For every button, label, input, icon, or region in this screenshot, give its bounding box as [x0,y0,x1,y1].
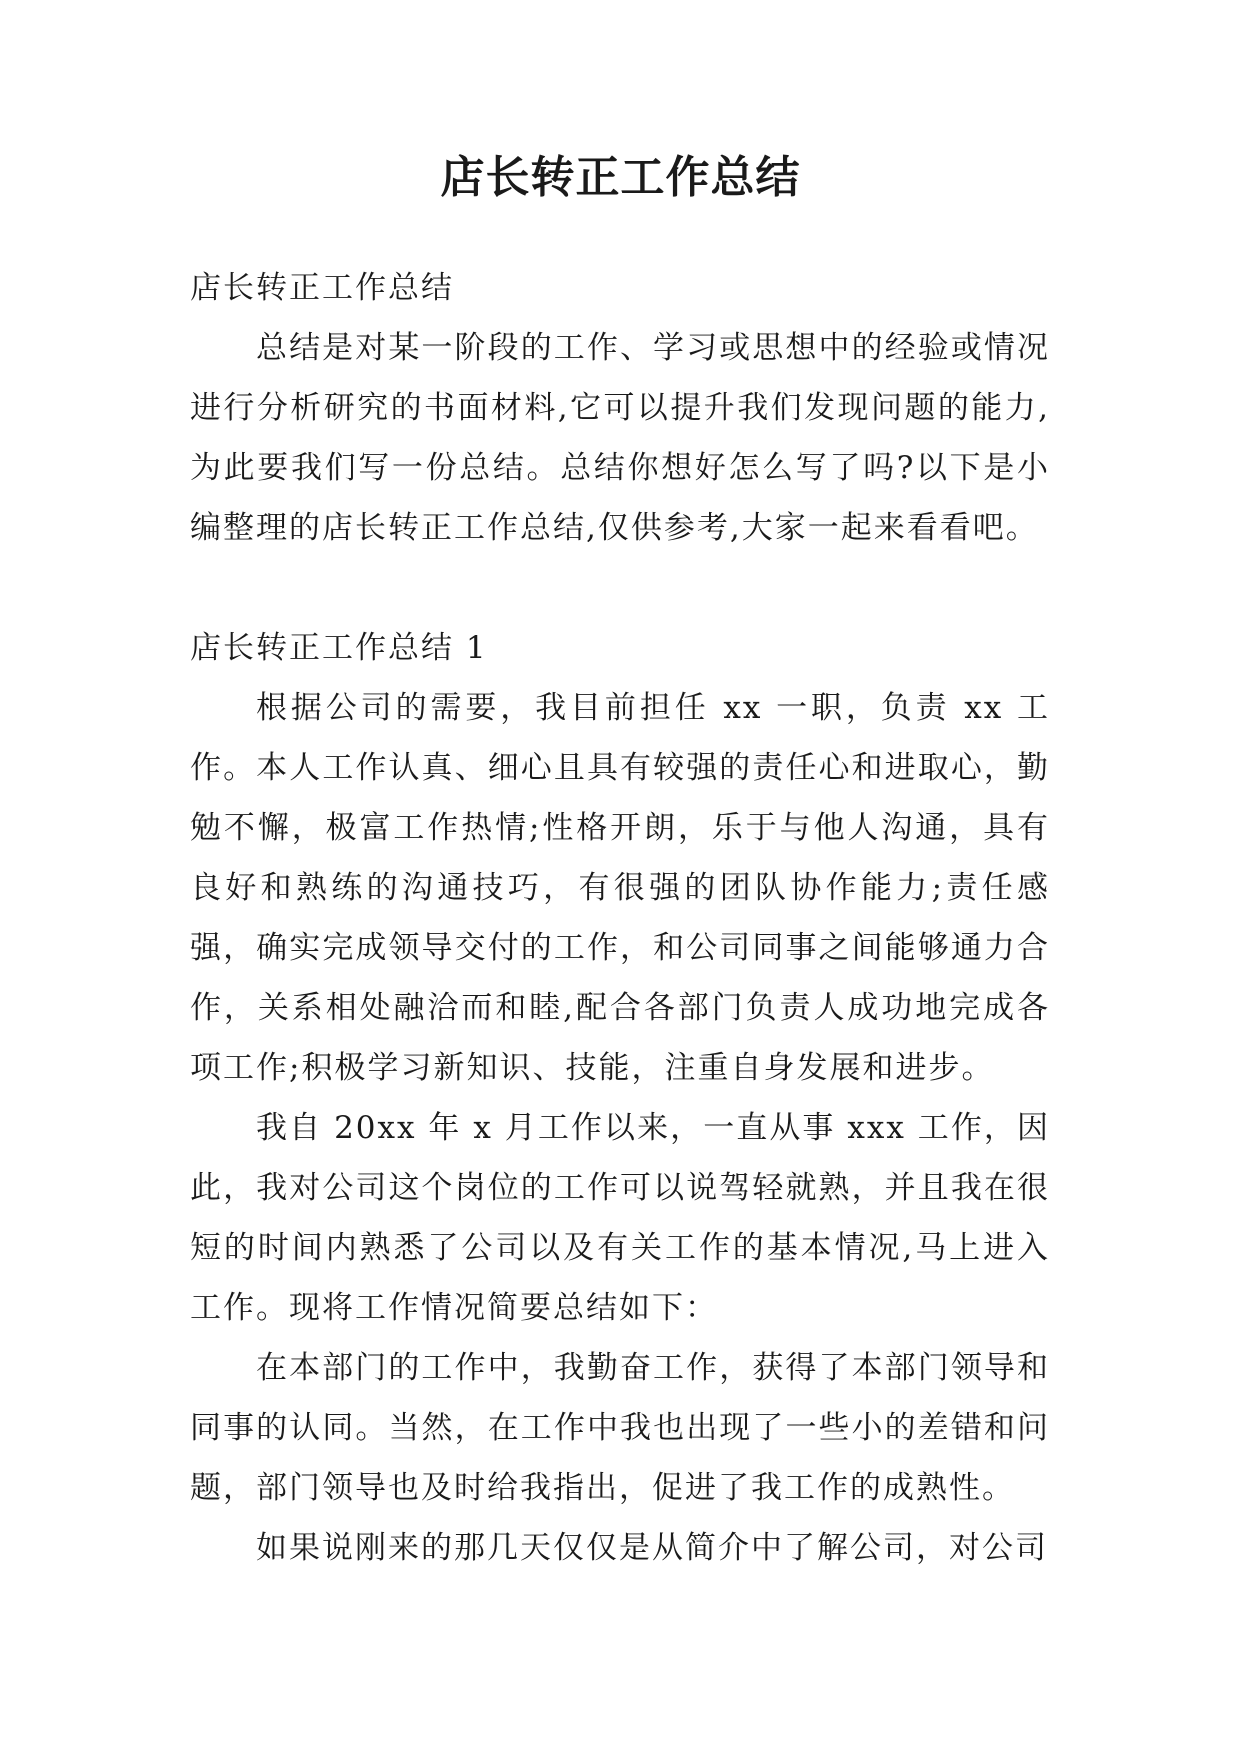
section-spacer [190,558,1050,618]
section-1-paragraph: 在本部门的工作中，我勤奋工作，获得了本部门领导和同事的认同。当然，在工作中我也出现了一些小的差错和问题，部门领导也及时给我指出，促进了我工作的成熟性。 [190,1350,1050,1506]
intro-paragraph: 总结是对某一阶段的工作、学习或思想中的经验或情况进行分析研究的书面材料,它可以提升我们发现问题的能力,为此要我们写一份总结。总结你想好怎么写了吗?以下是小编整理的店长转正工作总结,仅供参考,大家一起来看看吧。 [190,330,1050,546]
section-1-paragraph: 如果说刚来的那几天仅仅是从简介中了解公司，对公司 [256,1530,1048,1566]
document-body [190,258,1050,1578]
section-1-paragraph: 根据公司的需要，我目前担任 xx 一职，负责 xx 工作。本人工作认真、细心且具有较强的责任心和进取心，勤勉不懈，极富工作热情;性格开朗，乐于与他人沟通，具有良好和熟练的沟通技巧，有很强的团队协作能力;责任感强，确实完成领导交付的工作，和公司同事之间能够通力合作，关系相处融洽而和睦,配合各部门负责人成功地完成各项工作;积极学习新知识、技能，注重自身发展和进步。 [190,690,1050,1086]
section-1-heading: 店长转正工作总结 1 [190,630,488,666]
document-title: 店长转正工作总结 [440,152,801,203]
intro-heading: 店长转正工作总结 [190,270,454,306]
section-1-paragraph: 我自 20xx 年 x 月工作以来，一直从事 xxx 工作，因此，我对公司这个岗位的工作可以说驾轻就熟，并且我在很短的时间内熟悉了公司以及有关工作的基本情况,马上进入工作。现将工作情况简要总结如下： [190,1110,1050,1326]
